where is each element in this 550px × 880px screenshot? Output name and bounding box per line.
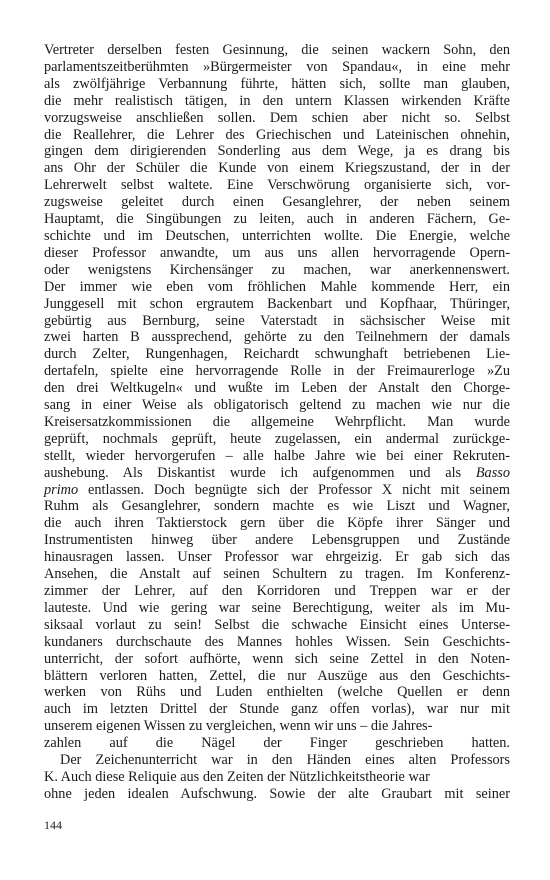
text-line: schichte und im Deutschen, unterrichten wollte. Die Energie, welche [44,227,510,244]
text-line: primo entlassen. Doch begnügte sich der Professor X nicht mit seinem [44,481,510,498]
text-line: Lehrerwelt selbst waltete. Eine Verschwörung organisierte sich, vor- [44,177,510,194]
text-line: Hauptamt, die Singübungen zu leiten, auch in anderen Fächern, Ge- [44,211,510,228]
text-line: den drei Weltkugeln« und wußte im Leben der Anstalt den Chorge- [44,380,510,397]
text-line: Vertreter derselben festen Gesinnung, die seinen wackern Sohn, den [44,42,510,58]
text-line: siksaal vorlaut zu sein! Selbst die schwache Einsicht eines Unterse- [44,616,510,633]
italic-term: Basso [475,464,510,481]
text-line: parlamentszeitberühmten »Bürgermeister von Spandau«, in eine mehr [44,58,510,75]
text-line: geprüft, nochmals geprüft, heute zugelassen, ein andermal zurückge- [44,430,510,447]
text-line: K. Auch diese Reliquie aus den Zeiten der Nützlichkeitstheorie war [44,768,430,785]
text-line: zwei harten B aussprechend, gehörte zu den Teilnehmern der damals [44,329,510,346]
text-line: sang in einer Weise als obligatorisch geltend zu machen wie nur die [44,397,510,414]
text-line: Ansehen, die Anstalt auf seinen Schultern zu tragen. Im Konferenz- [44,566,510,583]
text-line: die Reallehrer, die Lehrer des Griechischen und Lateinischen ohnehin, [44,126,510,143]
text-line: stellt, wieder hervorgerufen – alle halbe Jahre wie bei einer Rekruten- [44,447,510,464]
text-line: Der immer wie eben vom fröhlichen Mahle kommende Herr, ein [44,278,510,295]
text-line: zugsweise geleitet durch einen Gesanglehrer, der neben seinem [44,194,510,211]
text-line: oder wenigstens Kirchensänger zu machen, war anerkennenswert. [44,261,510,278]
text-line: gingen dem dirigierenden Sonderling aus dem Wege, ja es drang bis [44,143,510,160]
text-line: werken von Rühs und Luden enthielten (welche Quellen er denn [44,684,510,701]
text-line: als zwölfjährige Verbannung führte, hätten sich, sollte man glauben, [44,75,510,92]
text-line: dieser Professor anwandte, um aus uns allen hervorragende Opern- [44,244,510,261]
text-line: gebürtig aus Bernburg, seine Vaterstadt in sächsischer Weise mit [44,312,510,329]
text-line: die mehr realistisch tätigen, in den untern Klassen wirkenden Kräfte [44,92,510,109]
text-line: die auch ihren Taktierstock gern über die Köpfe ihrer Sänger und [44,515,510,532]
text-line: zimmer der Lehrer, auf den Korridoren und Treppen war er der [44,583,510,599]
text-line: ans Ohr der Schüler die Kunde von einem Kriegszustand, der in der [44,160,510,177]
text-line: Ruhm als Gesanglehrer, sondern machte es wie Liszt und Wagner, [44,498,510,515]
text-line: Instrumentisten hinweg über andere Lebensgruppen und Zustände [44,532,510,549]
text-line: dertafeln, spielte eine hervorragende Rolle in der Freimaurerloge »Zu [44,363,510,380]
body-text [44,42,510,803]
text-line: ohne jeden idealen Aufschwung. Sowie der alte Graubart mit seiner [44,785,510,802]
text-line: Der Zeichenunterricht war in den Händen eines alten Professors [60,752,510,769]
text-line: durch Zelter, Rungenhagen, Reichardt schwunghaft betriebenen Lie- [44,346,510,363]
text-line: vorzugsweise anschließen sollen. Dem schien aber nicht so. Selbst [44,109,510,126]
text-line: Junggesell mit schon ergrautem Backenbart und Kopfhaar, Thüringer, [44,295,510,312]
text-line: hinausragen lassen. Unser Professor war ehrgeizig. Er gab sich das [44,549,510,566]
page-body [44,42,510,803]
text-line: unterricht, der sofort aufhörte, wenn sich seine Zettel in den Noten- [44,650,510,667]
text-line: kundaners durchschaute des Mannes hohles Wissen. Sein Geschichts- [44,633,510,650]
text-line: blättern verloren hatten, Zettel, die nur Auszüge aus den Geschichts- [44,667,510,684]
text-line: unserem eigenen Wissen zu vergleichen, wenn wir uns – die Jahres- [44,718,433,735]
text-line: Kreisersatzkommissionen die allgemeine Wehrpflicht. Man wurde [44,413,510,430]
text-line: lauteste. Und wie gering war seine Berechtigung, weiter als im Mu- [44,599,510,616]
text-line: aushebung. Als Diskantist wurde ich aufgenommen und als Basso [44,464,510,481]
text-line: auch im letzten Drittel der Stunde ganz offen vorlas), war nur mit [44,701,510,718]
italic-term: primo [44,481,79,498]
text-line: zahlen auf die Nägel der Finger geschrieben hatten. [44,735,510,752]
page-number: 144 [44,818,62,832]
